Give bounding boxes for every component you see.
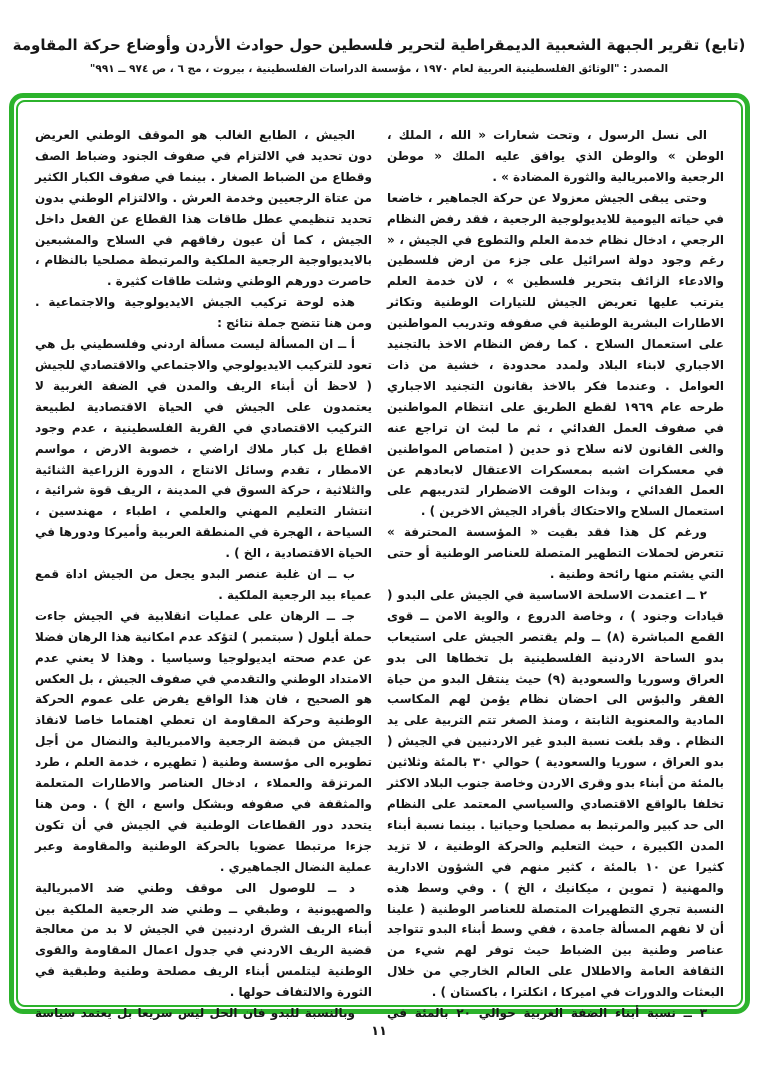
text-column-right bbox=[387, 125, 724, 1021]
page-number: ١١ bbox=[371, 1024, 387, 1039]
paragraph: جـ ــ الرهان على عمليات انقلابية في الجيش جاءت حملة أيلول ( سبتمبر ) لتؤكد عدم امكانية هذا الرهان فضلا عن عدم صحته ايديولوجيا وسياسيا . وهذا لا يعني عدم الامتداد الوطني والتقدمي في صفوف الجيش ، بل العكس هو الصحيح ، فان هذا الواقع يفرض على عموم الحركة الوطنية وحركة المقاومة ان تعطي اهتماما خاصا لانقاذ الجيش من قبضة الرجعية والامبريالية والنضال من أجل تطويره الى مؤسسة وطنية ( تطهيره ، خدمة العلم ، طرد المرتزقة والعملاء ، ادخال العناصر والاطارات المتعلمة والمثقفة في صفوفه وبشكل واسع ، الخ ) . ومن هنا يتحدد دور القطاعات الوطنية في الجيش في أن تكون جزءا مرتبطا عضويا بالحركة الوطنية والمقاومة وعبر عملية النضال الجماهيري . bbox=[35, 608, 372, 874]
paragraph: د ــ للوصول الى موقف وطني ضد الامبريالية والصهيونية ، وطبقي ــ وطني ضد الرجعية الملكية بين أبناء الريف الشرق اردنيين في الجيش لا بد من معالجة قضية الريف الاردني في جدول اعمال المقاومة والقوى الوطنية ليتلمس أبناء الريف مصلحة وطنية وطبقية في الثورة والالتفاف حولها . bbox=[35, 880, 372, 1000]
paragraph: الجيش ، الطابع الغالب هو الموقف الوطني العريض دون تحديد في الالتزام في صفوف الجنود وضباط الصف وقطاع من الضباط الصغار . بينما في صفوف الكبار الكثير من عتاة الرجعيين وخدمة العرش . والالتزام الوطني بدون تحديد تنظيمي عطل طاقات هذا القطاع عن الفعل داخل الجيش ، كما أن عيون رفاقهم في السلاح والمشبعين بالايديواوجية الرجعية الملكية والمرتبطة مصلحيا بالنظام ، حاصرت دورهم الوطني وشلت طاقات كثيرة . bbox=[35, 128, 372, 289]
paragraph: أ ــ ان المسألة ليست مسألة اردني وفلسطيني بل هي تعود للتركيب الايديولوجي والاجتماعي والاقتصادي للجيش ( لاحظ أن أبناء الريف والمدن في الضفة الغربية لا يعتمدون على الجيش في الحياة الاقتصادية لطبيعة التركيب الاقتصادي في القرية الفلسطينية ، عدم وجود اقطاع بل كبار ملاك اراضي ، خصوبة الارض ، مواسم الامطار ، تقدم وسائل الانتاج ، الدورة الزراعية الثنائية والثلاثية ، حركة السوق في المدينة ، الريف قوة شرائية ، انتشار التعليم المهني والعلمي ، اطباء ، مهندسين ، السياحة ، الهجرة في المنطقة العربية وأميركا ودورها في الحياة الاقتصادية ، الخ ) . bbox=[35, 337, 372, 561]
paragraph: وبالنسبة للبدو فان الحل ليس سريعا بل يعتمد سياسة bbox=[35, 1006, 355, 1021]
paragraph: ٢ ــ اعتمدت الاسلحة الاساسية في الجيش على البدو ( قيادات وجنود ) ، وخاصة الدروع ، والوية الامن ــ قوى القمع المباشرة (٨) ــ ولم يقتصر الجيش على استيعاب بدو الساحة الاردنية الفلسطينية بل تخطاها الى بدو العراق وسوريا والسعودية (٩) حيث ينتقل البدو من حياة الفقر والبؤس الى احضان نظام يؤمن لهم المكاسب المادية والمعنوية الثابتة ، ومنذ الصغر تتم التربية على يد النظام . وقد بلغت نسبة البدو غير الاردنيين في الجيش ( بدو العراق ، سوريا والسعودية ) حوالي ٣٠ بالمئة وثلاثين بالمئة من أبناء بدو وقرى الاردن وخاصة جنوب البلاد الاكثر تخلفا بالواقع الاقتصادي والسياسي المعتمد على النظام الى حد كبير والمرتبط به مصلحيا وحياتيا . بينما نسبة أبناء المدن الكبيرة ، حيث التعليم والحركة الوطنية ، لا تزيد كثيرا عن ١٠ بالمئة ، كثير منهم في الشؤون الادارية والمهنية ( تموين ، ميكانيك ، الخ ) . وفي وسط هذه النسبة تجري التطهيرات المتصلة للعناصر الوطنية ( علينا أن لا نفهم المسألة جامدة ، ففي وسط أبناء البدو تتواجد عناصر وطنية بين الضباط حيث توفر لهم شيء من الثقافة العامة والاطلال على العالم الخارجي من خلال البعثات والدورات في اميركا ، انكلترا ، باكستان ) . bbox=[387, 587, 724, 1000]
paragraph: هذه لوحة تركيب الجيش الايديولوجية والاجتماعية . ومن هنا تتضح جملة نتائج : bbox=[35, 295, 372, 331]
paragraph: وحتى يبقى الجيش معزولا عن حركة الجماهير ، خاضعا في حياته اليومية للايديولوجية الرجعية ، فقد رفض النظام الرجعي ، ادخال نظام خدمة العلم والتطوع في الجيش ، « رغم وجود دولة اسرائيل على جزء من ارض فلسطين والادعاء الزائف بتحرير فلسطين » ، لان خدمة العلم يترتب عليها تعريض الجيش للتيارات الوطنية وتكاثر الاطارات البشرية الوطنية في صفوفه وتدريب المواطنين على استعمال السلاح . كما رفض النظام الاخذ بالتجنيد الاجباري لابناء البلاد ولمدد محدودة ، خشية من ذات العوامل . وعندما فكر بالاخذ بقانون التجنيد الاجباري طرحه عام ١٩٦٩ لقطع الطريق على انتظام المواطنين في صفوف العمل الفدائي ، ثم ما لبث ان تراجع عنه والغى القانون لانه سلاح ذو حدين ( امتصاص المواطنين في معسكرات اشبه بمعسكرات الاعتقال لابعادهم عن العمل الفدائي ، وبذات الوقت الاضطرار لتدريبهم على استعمال السلاح والاحتكاك بأفراد الجيش الاخرين ) . bbox=[387, 190, 724, 519]
document-frame bbox=[9, 93, 750, 1021]
page-title: (تابع) تقرير الجبهة الشعبية الديمقراطية لتحرير فلسطين حول حوادث الأردن وأوضاع حركة المقاومة bbox=[12, 36, 746, 54]
paragraph: ٣ ــ نسبة أبناء الضفة الغربية حوالي ٢٠ بالمئة في bbox=[387, 1006, 708, 1021]
paragraph: ورغم كل هذا فقد بقيت « المؤسسة المحترفة » تتعرض لحملات التطهير المتصلة للعناصر الوطنية أو حتى التي يشتم منها رائحة وطنية . bbox=[387, 525, 724, 582]
text-column-left bbox=[35, 125, 372, 1021]
source-line: المصدر : "الوثائق الفلسطينية العربية لعام ١٩٧٠ ، مؤسسة الدراسات الفلسطينية ، بيروت ، مج ٦ ، ص ٩٧٤ ــ ٩٩١" bbox=[89, 63, 669, 75]
text-columns bbox=[14, 98, 745, 1021]
paragraph: الى نسل الرسول ، وتحت شعارات « الله ، الملك ، الوطن » والوطن الذي يوافق عليه الملك « موطن الرجعية والامبريالية والثورة المضادة » . bbox=[387, 128, 724, 184]
paragraph: ب ــ ان غلبة عنصر البدو يجعل من الجيش اداة قمع عمياء بيد الرجعية الملكية . bbox=[35, 567, 372, 602]
